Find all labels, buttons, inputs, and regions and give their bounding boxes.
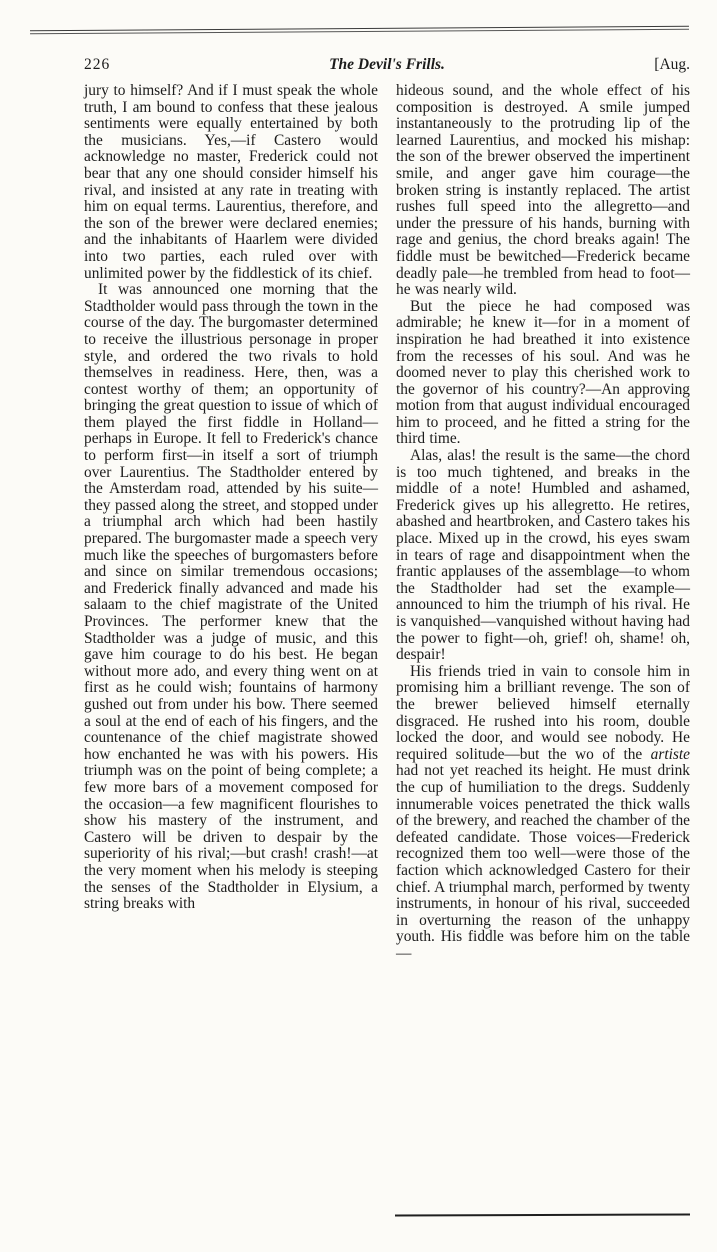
paragraph	[396, 299, 690, 448]
running-title: The Devil's Frills.	[329, 56, 445, 73]
text-run: had not yet reached its height. He must drink the cup of humiliation to the dregs. Suddenly innumerable voices penetrated the thick walls of the brewery, and reached the chamber of the defeated candidate. Those voices—Frederick recognized them too well—were those of the faction which acknowledged Castero for their chief. A triumphal march, performed by twenty instruments, in honour of his rival, succeeded in overturning the reason of the unhappy youth. His fiddle was before him on the table—	[396, 762, 690, 962]
paragraph	[84, 83, 378, 282]
paragraph	[396, 448, 690, 664]
paragraph	[396, 83, 690, 299]
bottom-rule	[395, 1213, 690, 1216]
page-number: 226	[84, 56, 111, 73]
text-columns	[84, 83, 690, 962]
text-run: It was announced one morning that the Stadtholder would pass through the town in the course of the day. The burgomaster determined to receive the illustrious personage in proper style, and ordered the two rivals to hold themselves in readiness. Here, then, was a contest worthy of them; an opportunity of bringing the great question to issue of which of them played the first fiddle in Holland—perhaps in Europe. It fell to Frederick's chance to perform first—in itself a sort of triumph over Laurentius. The Stadtholder entered by the Amsterdam road, attended by his suite—they passed along the street, and stopped under a triumphal arch which had been hastily prepared. The burgomaster made a speech very much like the speeches of burgomasters before and since on similar tremendous occasions; and Frederick finally advanced and made his salaam to the chief magistrate of the United Provinces. The performer knew that the Stadtholder was a judge of music, and this gave him courage to do his best. He began without more ado, and every thing went on at first as he could wish; fountains of harmony gushed out from under his bow. There seemed a soul at the end of each of his fingers, and the countenance of the chief magistrate showed how enchanted he was with his powers. His triumph was on the point of being complete; a few more bars of a movement composed for the occasion—a few magnificent flourishes to show his mastery of the instrument, and Castero will be driven to despair by the superiority of his rival;—but crash! crash!—at the very moment when his melody is steeping the senses of the Stadtholder in Elysium, a string breaks with	[84, 281, 378, 913]
text-run: hideous sound, and the whole effect of his composition is destroyed. A smile jumped instantaneously to the protruding lip of the learned Laurentius, and mocked his mishap: the son of the brewer observed the impertinent smile, and anger gave him courage—the broken string is instantly replaced. The artist rushes full speed into the allegretto—and under the pressure of his hands, burning with rage and genius, the chord breaks again! The fiddle must be bewitched—Frederick became deadly pale—he trembled from head to foot—he was nearly wild.	[396, 82, 690, 299]
text-run: But the piece he had composed was admirable; he knew it—for in a moment of inspiration he had breathed it into existence from the recesses of his soul. And was he doomed never to play this cherished work to the governor of his country?—An approving motion from that august individual encouraged him to proceed, and he fitted a string for the third time.	[396, 297, 690, 448]
column-right	[396, 83, 690, 962]
paragraph	[84, 282, 378, 913]
top-rule	[30, 26, 689, 35]
header-left	[84, 56, 329, 74]
header-right	[445, 56, 690, 74]
text-run: Alas, alas! the result is the same—the chord is too much tightened, and breaks in the middle of a note! Humbled and ashamed, Frederick gives up his allegretto. He retires, abashed and heartbroken, and Castero takes his place. Mixed up in the crowd, his eyes swam in tears of rage and disappointment when the frantic applauses of the assemblage—to whom the Stadtholder had set the example—announced to him the triumph of his rival. He is vanquished—vanquished without having had the power to fight—oh, grief! oh, shame! oh, despair!	[396, 447, 690, 664]
column-left	[84, 83, 378, 962]
italic-text: artiste	[650, 745, 690, 763]
text-run: jury to himself? And if I must speak the whole truth, I am bound to confess that these jealous sentiments were equally entertained by both the musicians. Yes,—if Castero would acknowledge no master, Frederick could not bear that any one should consider himself his rival, and insisted at any rate in treating with him on equal terms. Laurentius, therefore, and the son of the brewer were declared enemies; and the inhabitants of Haarlem were divided into two parties, each ruled over with unlimited power by the fiddlestick of its chief.	[84, 82, 378, 282]
paragraph	[396, 664, 690, 963]
date-mark: [Aug.	[654, 56, 691, 73]
page-header	[84, 56, 690, 74]
text-run: His friends tried in vain to console him in promising him a brilliant revenge. The son of the brewer believed himself eternally disgraced. He rushed into his room, double locked the door, and would see nobody. He required solitude—but the wo of the	[396, 662, 690, 763]
